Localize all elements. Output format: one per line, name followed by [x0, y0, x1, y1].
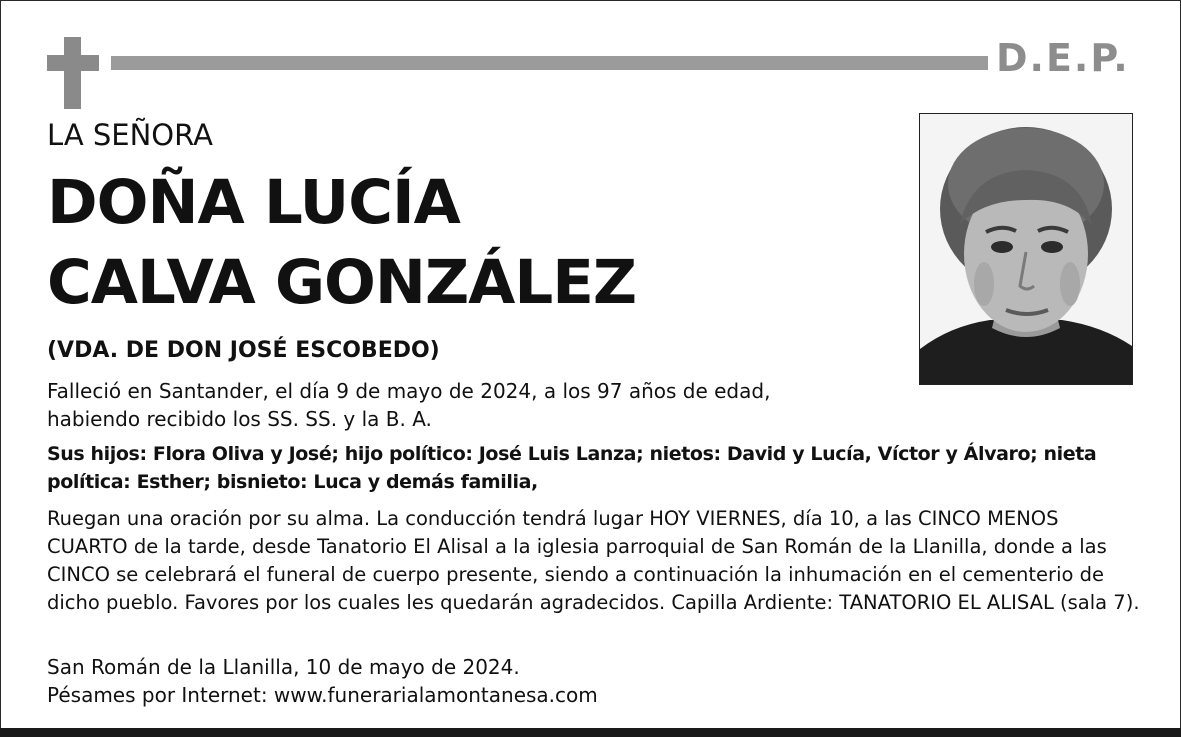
- cross-icon-bar: [47, 55, 99, 71]
- widow-of: (VDA. DE DON JOSÉ ESCOBEDO): [47, 338, 440, 363]
- deceased-name-line2: CALVA GONZÁLEZ: [47, 247, 637, 318]
- place-date: San Román de la Llanilla, 10 de mayo de 2024.: [47, 655, 520, 679]
- dep-label: D.E.P.: [996, 36, 1130, 80]
- deceased-name-line1: DOÑA LUCÍA: [47, 167, 460, 238]
- bottom-border: [0, 728, 1181, 737]
- intro-label: LA SEÑORA: [47, 118, 213, 152]
- cross-icon: [64, 37, 81, 109]
- death-notice: Falleció en Santander, el día 9 de mayo de 2024, a los 97 años de edad, habiendo recibido los SS. SS. y la B. A.: [47, 379, 771, 431]
- family-list: Sus hijos: Flora Oliva y José; hijo político: José Luis Lanza; nietos: David y Lucía, Víctor y Álvaro; nieta política: Esther; bisnieto: Luca y demás familia,: [47, 443, 1097, 493]
- funeral-service-details: Ruegan una oración por su alma. La conducción tendrá lugar HOY VIERNES, día 10, a las CINCO MENOS CUARTO de la tarde, desde Tanatorio El Alisal a la iglesia parroquial de San Román de la Llanilla, donde a las CINCO se celebrará el funeral de cuerpo presente, siendo a continuación la inhumación en el cementerio de dicho pueblo. Favores por los cuales les quedarán agradecidos. Capilla Ardiente: TANATORIO EL ALISAL (sala 7).: [47, 507, 1140, 614]
- header-rule: [111, 56, 988, 70]
- deceased-portrait: [919, 113, 1133, 385]
- condolences-website: Pésames por Internet: www.funerarialamontanesa.com: [47, 683, 598, 707]
